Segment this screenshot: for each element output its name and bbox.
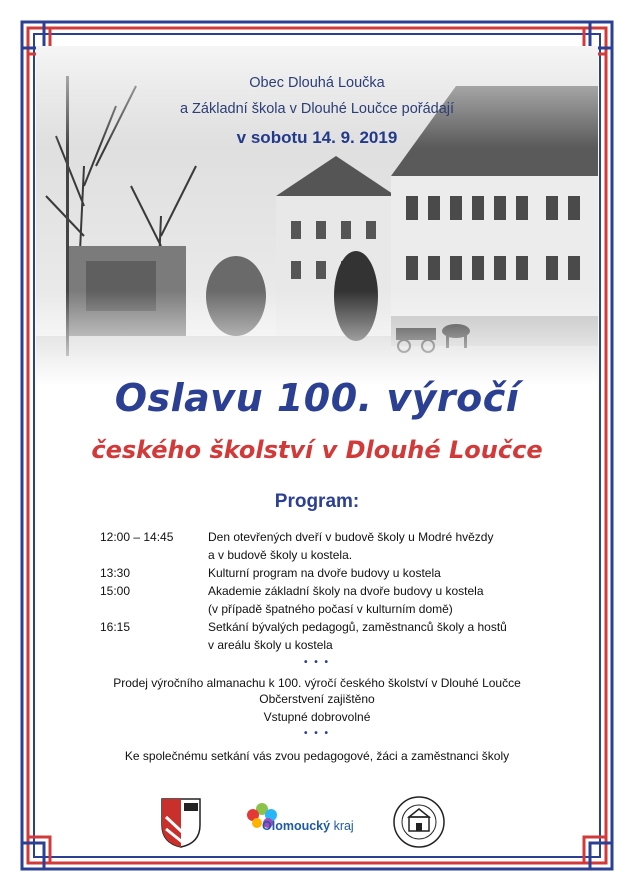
organizer-line-2: a Základní škola v Dlouhé Loučce pořádají — [179, 101, 455, 117]
program-time: 15:00 — [100, 584, 131, 598]
program-time: 13:30 — [100, 566, 131, 580]
olomoucky-kraj-logo — [240, 801, 358, 845]
program-desc: Setkání bývalých pedagogů, zaměstnanců školy a hostů — [208, 620, 507, 634]
main-title: Oslavu 100. výročí — [114, 376, 520, 420]
organizer-line-1: Obec Dlouhá Loučka — [249, 75, 385, 91]
historic-school-photo — [36, 46, 598, 386]
almanac-note: Prodej výročního almanachu k 100. výročí českého školství v Dlouhé Loučce — [113, 676, 521, 690]
event-date: v sobotu 14. 9. 2019 — [236, 128, 398, 147]
program-time: 16:15 — [100, 620, 131, 634]
region-name: Olomoucký — [262, 819, 331, 833]
entry-note: Vstupné dobrovolné — [263, 710, 371, 724]
program-desc: (v případě špatného počasí v kulturním domě) — [208, 602, 453, 616]
program-desc: Den otevřených dveří v budově školy u Modré hvězdy — [208, 530, 494, 544]
program-desc: Kulturní program na dvoře budovy u kostela — [208, 566, 441, 580]
invitation-text: Ke společnému setkání vás zvou pedagogové, žáci a zaměstnanci školy — [124, 749, 510, 763]
program-heading: Program: — [274, 491, 360, 512]
municipal-coat-of-arms-icon — [160, 797, 202, 849]
program-desc: a v budově školy u kostela. — [208, 548, 353, 562]
refreshment-note: Občerstvení zajištěno — [259, 692, 375, 706]
subtitle: českého školství v Dlouhé Loučce — [91, 436, 543, 464]
program-desc: Akademie základní školy na dvoře budovy u kostela — [208, 584, 484, 598]
separator-dots: • • • — [303, 728, 331, 739]
school-emblem-icon — [392, 793, 446, 851]
program-time: 12:00 – 14:45 — [100, 530, 174, 544]
program-desc: v areálu školy u kostela — [208, 638, 333, 652]
region-suffix: kraj — [333, 819, 354, 833]
separator-dots: • • • — [303, 657, 331, 668]
sponsor-logos — [0, 797, 634, 853]
